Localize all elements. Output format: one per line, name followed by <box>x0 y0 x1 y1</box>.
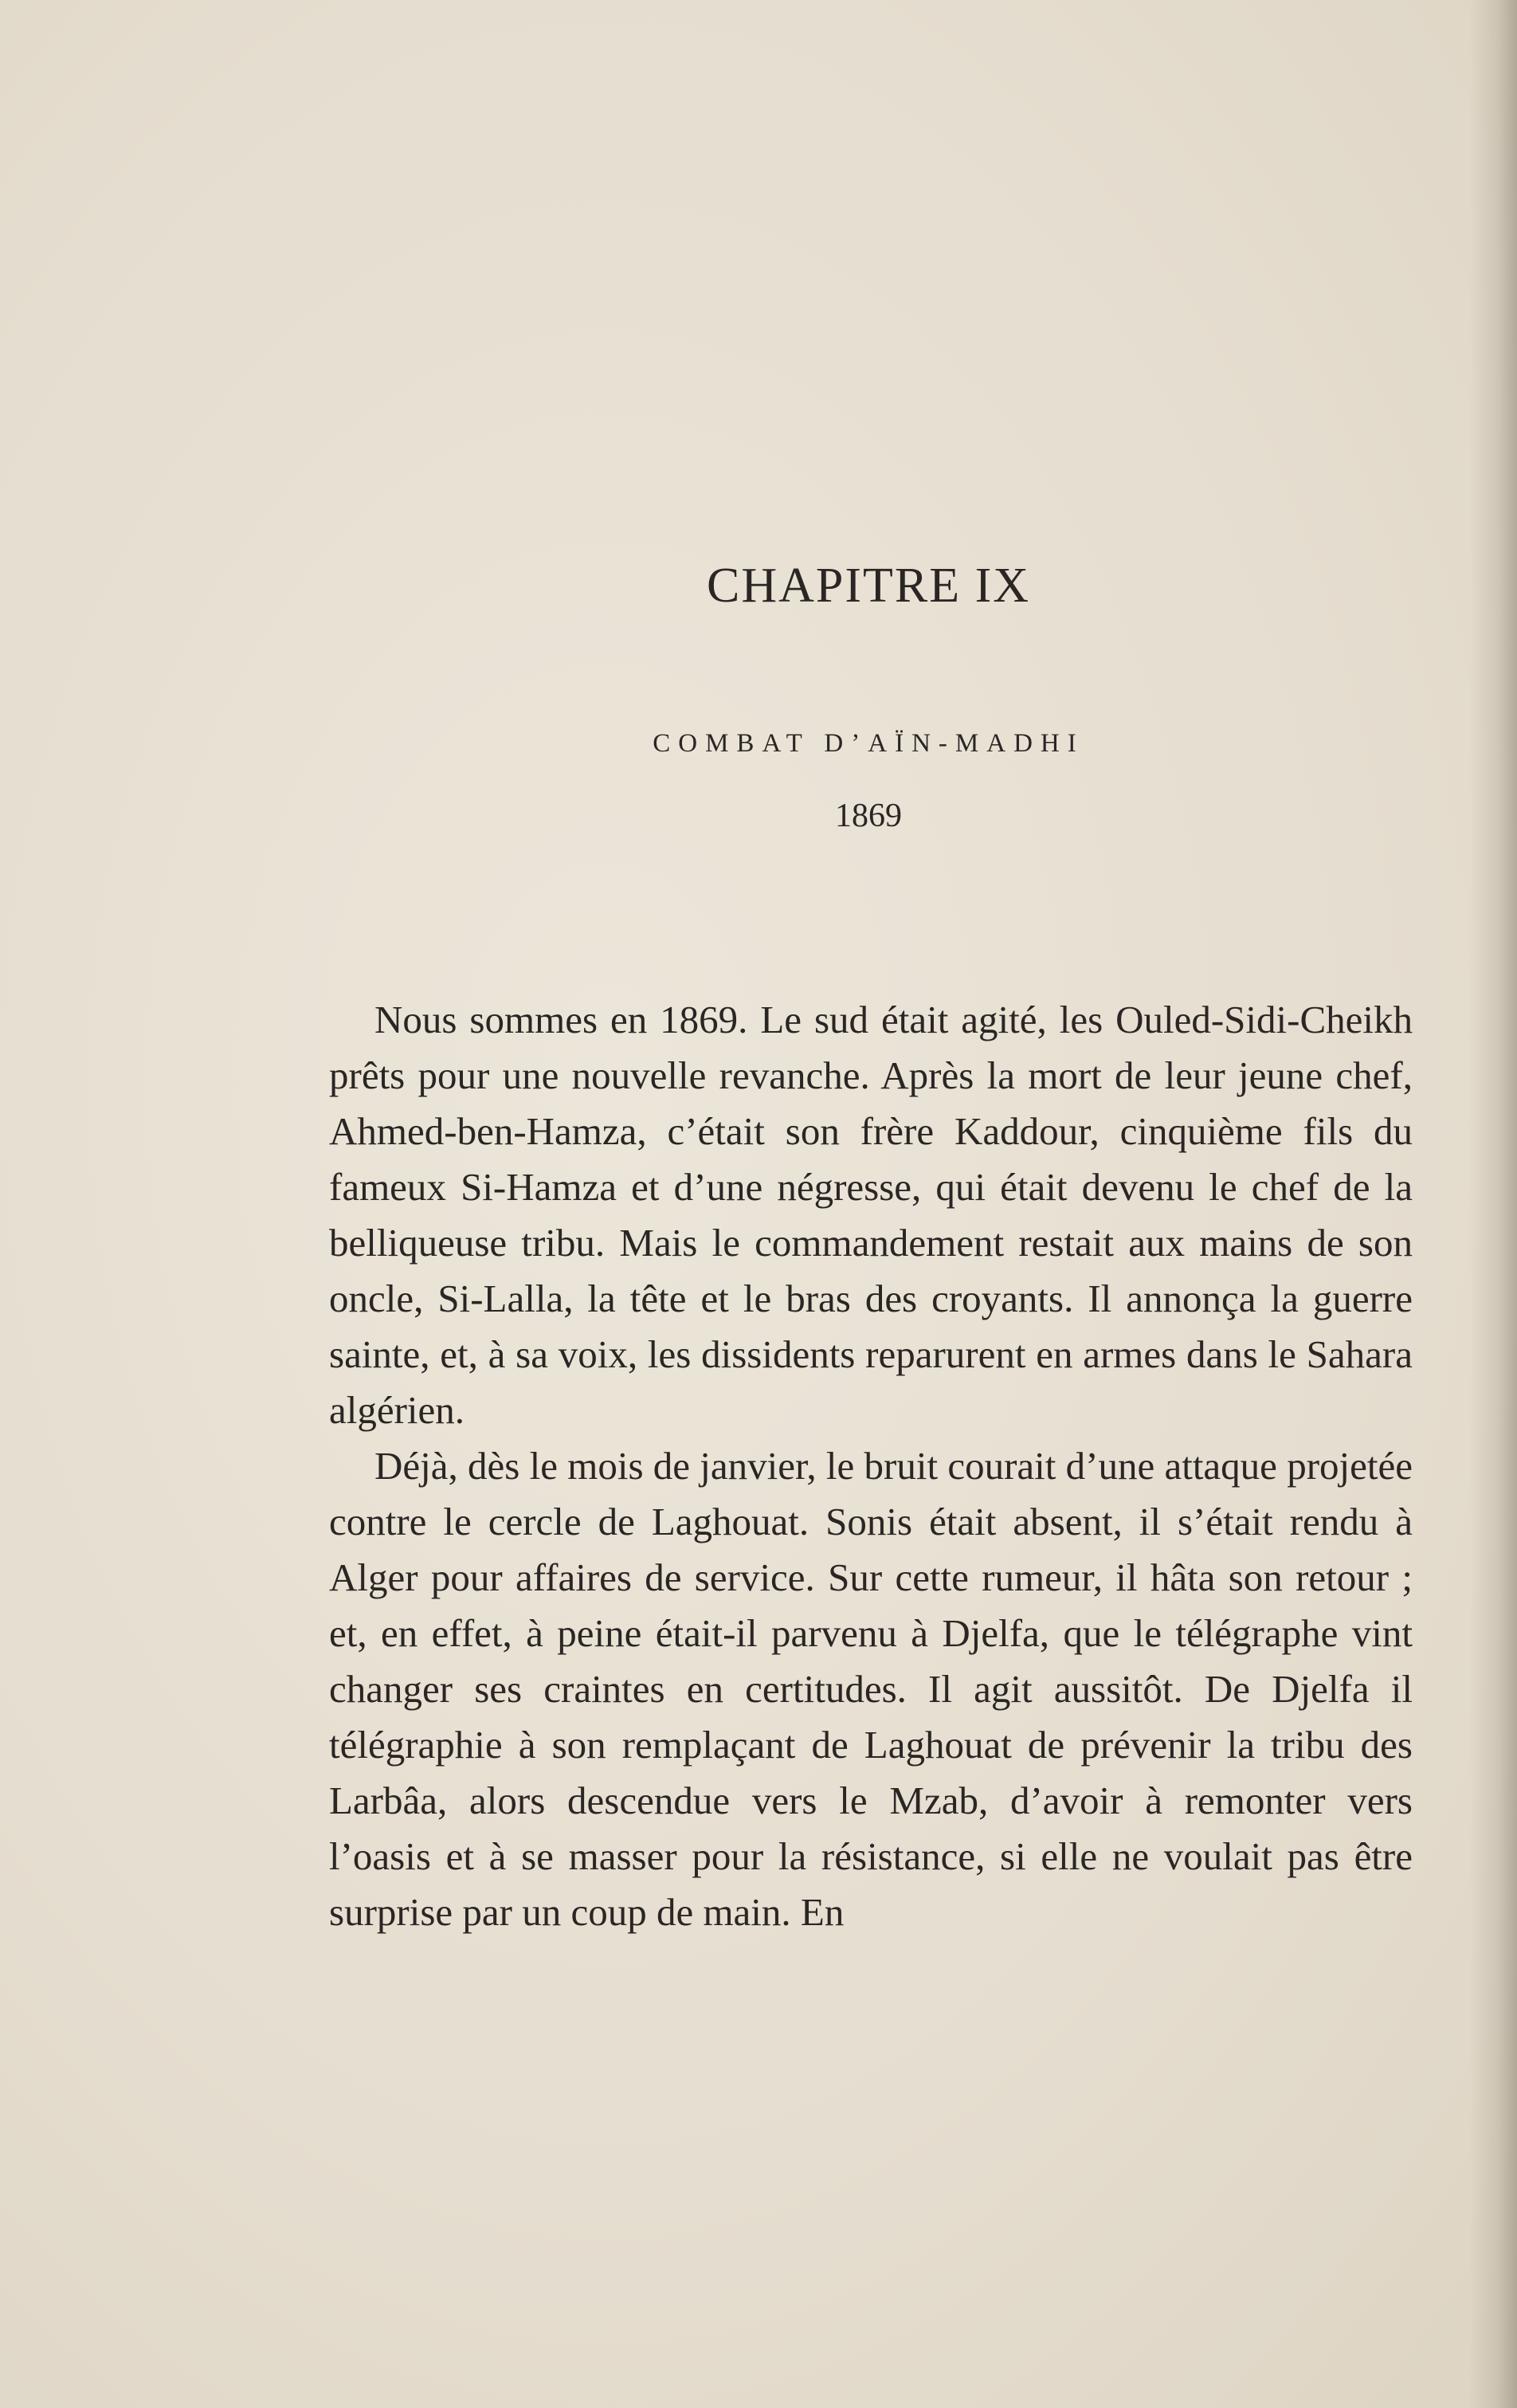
paragraph: Déjà, dès le mois de janvier, le bruit courait d’une attaque projetée contre le cercle de Laghouat. Sonis était absent, il s’était rendu à Alger pour affaires de service. Sur cette rumeur, il hâta son retour ; et, en effet, à peine était-il parvenu à Djelfa, que le télégraphe vint changer ses craintes en certitudes. Il agit aussitôt. De Djelfa il télégraphie à son remplaçant de Laghouat de prévenir la tribu des Larbâa, alors descendue vers le Mzab, d’avoir à remonter vers l’oasis et à se masser pour la résistance, si elle ne voulait pas être surprise par un coup de main. En <box>329 1444 1413 1934</box>
paragraph: Nous sommes en 1869. Le sud était agité, les Ouled-Sidi-Cheikh prêts pour une nouvelle revanche. Après la mort de leur jeune chef, Ahmed-ben-Hamza, c’était son frère Kaddour, cinquième fils du fameux Si-Hamza et d’une négresse, qui était devenu le chef de la belliqueuse tribu. Mais le commandement restait aux mains de son oncle, Si-Lalla, la tête et le bras des croyants. Il annonça la guerre sainte, et, à sa voix, les dissidents reparurent en armes dans le Sahara algérien. <box>329 998 1413 1432</box>
chapter-year: 1869 <box>835 798 902 834</box>
chapter-title: CHAPITRE IX <box>706 559 1031 613</box>
chapter-subtitle: COMBAT D’AÏN-MADHI <box>653 729 1084 758</box>
body-text <box>329 992 1413 1940</box>
page-edge-shadow <box>1469 0 1517 2408</box>
